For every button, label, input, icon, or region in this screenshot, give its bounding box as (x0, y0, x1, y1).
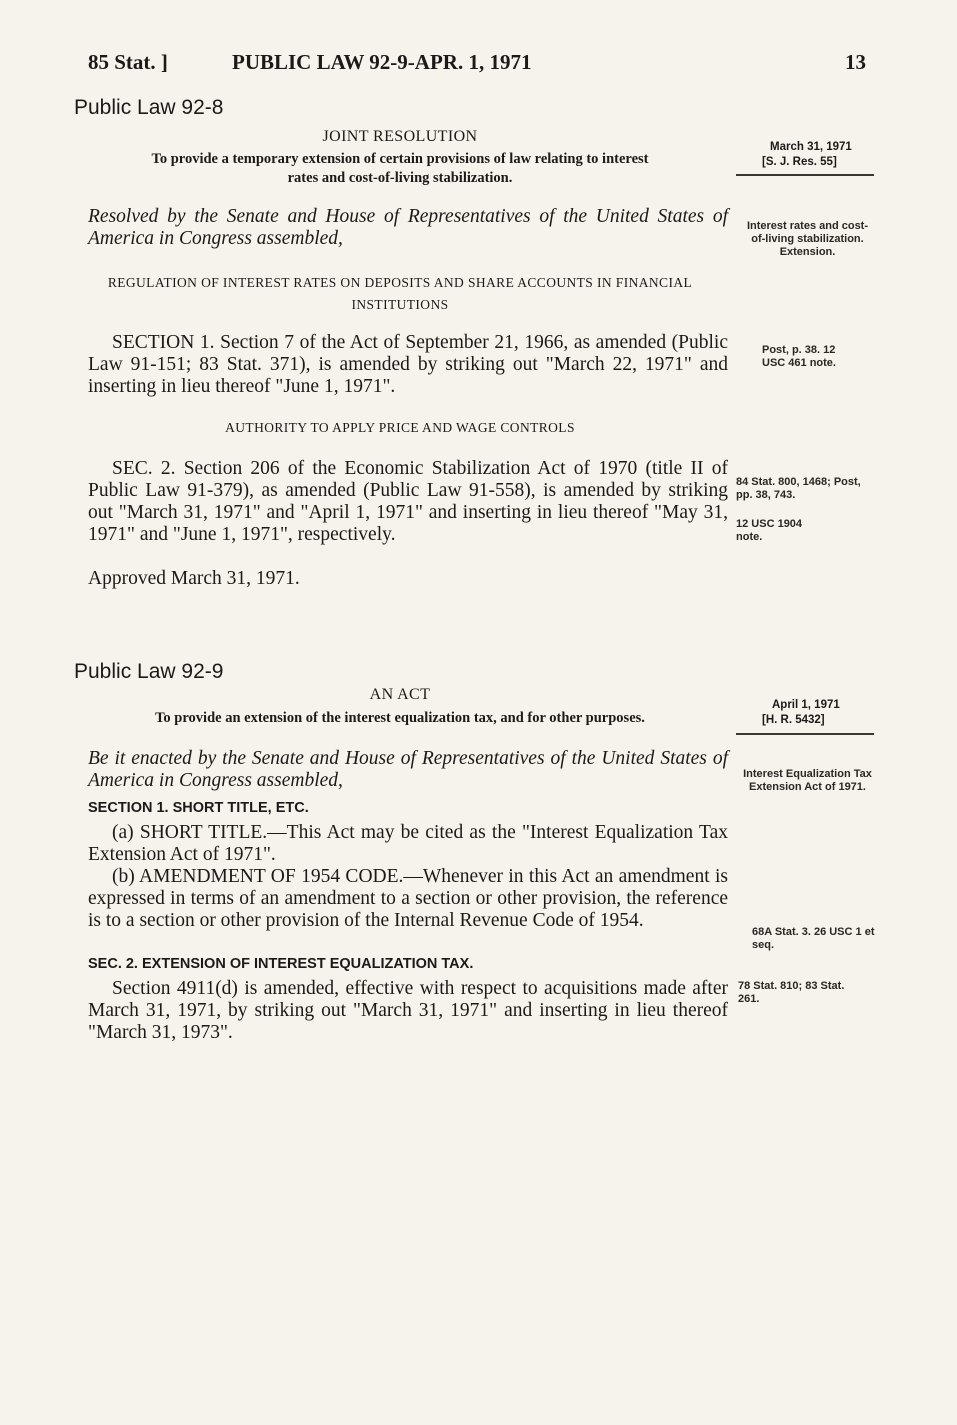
header-stat-reference: 85 Stat. ] (88, 50, 168, 74)
law2-section2-heading: SEC. 2. EXTENSION OF INTEREST EQUALIZATION TAX. (88, 956, 474, 972)
header-law-title: PUBLIC LAW 92-9-APR. 1, 1971 (232, 50, 532, 74)
law1-label: Public Law 92-8 (74, 96, 224, 119)
law2-type: AN ACT (369, 686, 431, 703)
law1-margin-section2a: 84 Stat. 800, 1468; Post, pp. 38, 743. (736, 476, 861, 501)
law2-margin-bill: [H. R. 5432] (762, 714, 825, 726)
law1-margin-section1: Post, p. 38. 12 USC 461 note. (762, 344, 836, 369)
law2-margin-rule (736, 733, 874, 735)
law1-margin-section2b: 12 USC 1904 note. (736, 518, 803, 543)
law2-section2: Section 4911(d) is amended, effective with respect to acquisitions made after March 31, 1971, by striking out "March 31, 1971" and inserting in lieu thereof "March 31, 1973". (88, 978, 728, 1043)
law1-margin-rule (736, 174, 874, 176)
law1-section2: SEC. 2. Section 206 of the Economic Stabilization Act of 1970 (title II of Public Law 91-379), as amended (Public Law 91-558), is amended by striking out "March 31, 1971" and "April 1, 1971" and inserting in lieu thereof "May 31, 1971" and "June 1, 1971", respectively. (88, 458, 728, 545)
law1-title-line1: To provide a temporary extension of certain provisions of law relating to interest (151, 151, 649, 167)
law1-section1: SECTION 1. Section 7 of the Act of September 21, 1966, as amended (Public Law 91-151; 83 Stat. 371), is amended by striking out "March 22, 1971" and inserting in lieu thereof "June 1, 1971". (88, 332, 728, 397)
law1-margin-topic: Interest rates and cost-of-living stabilization. Extension. (746, 220, 869, 258)
law2-margin-section2: 78 Stat. 810; 83 Stat. 261. (738, 980, 845, 1005)
law2-margin-topic: Interest Equalization Tax Extension Act of 1971. (743, 768, 872, 793)
law2-section1-heading: SECTION 1. SHORT TITLE, ETC. (88, 800, 309, 816)
law1-margin-bill: [S. J. Res. 55] (762, 156, 837, 168)
page-number: 13 (845, 50, 866, 74)
law1-heading-authority: AUTHORITY TO APPLY PRICE AND WAGE CONTROLS (225, 420, 575, 435)
law1-enacting-clause: Resolved by the Senate and House of Representatives of the United States of America in Congress assembled, (88, 206, 728, 249)
law1-margin-date: March 31, 1971 (770, 141, 852, 153)
law2-enacting-clause: Be it enacted by the Senate and House of Representatives of the United States of America in Congress assembled, (88, 748, 728, 791)
law2-section1b: (b) AMENDMENT OF 1954 CODE.—Whenever in this Act an amendment is expressed in terms of an amendment to a section or other provision, the reference is to a section or other provision of the Internal Revenue Code of 1954. (88, 866, 728, 931)
law1-title-line2: rates and cost-of-living stabilization. (287, 170, 513, 186)
law2-margin-date: April 1, 1971 (772, 699, 840, 711)
law1-heading-regulation: REGULATION OF INTEREST RATES ON DEPOSITS AND SHARE ACCOUNTS IN FINANCIAL INSTITUTIONS (107, 275, 693, 312)
law1-approved: Approved March 31, 1971. (88, 568, 300, 589)
law1-type: JOINT RESOLUTION (322, 128, 478, 145)
law2-label: Public Law 92-9 (74, 660, 224, 683)
law2-section1a: (a) SHORT TITLE.—This Act may be cited as the "Interest Equalization Tax Extension Act of 1971". (88, 822, 728, 865)
law2-margin-section1b: 68A Stat. 3. 26 USC 1 et seq. (752, 926, 875, 951)
law2-title: To provide an extension of the interest equalization tax, and for other purposes. (155, 710, 645, 726)
